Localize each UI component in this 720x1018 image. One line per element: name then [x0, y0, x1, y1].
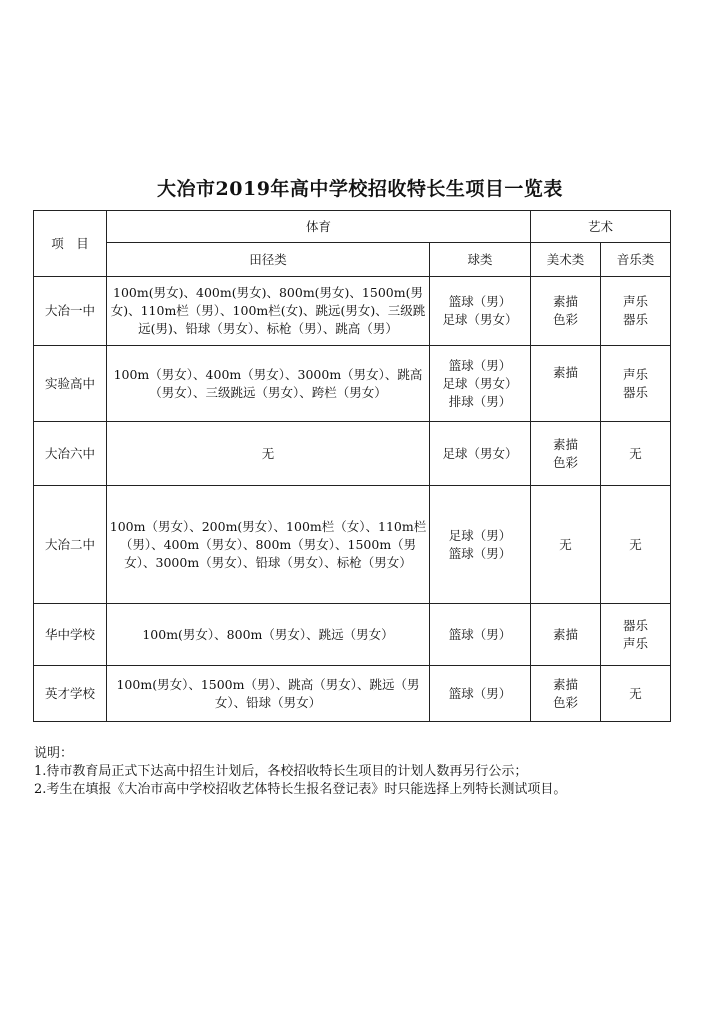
header-ball: 球类 [430, 243, 531, 277]
school-name: 大冶六中 [34, 422, 107, 486]
header-row-2 [34, 243, 671, 277]
ball-item: 篮球（男） [448, 626, 512, 642]
fineart-item: 素描 [553, 436, 579, 452]
track-events: 100m(男女)、400m(男女)、800m(男女)、1500m(男女)、110m栏（男）、100m栏(女)、跳远(男女)、三级跳远(男)、铅球（男女）、标枪（男）、跳高（男） [107, 277, 430, 346]
track-events: 100m(男女）、1500m（男）、跳高（男女）、跳远（男女）、铅球（男女） [107, 666, 430, 722]
music-events [601, 422, 671, 486]
header-track: 田径类 [107, 243, 430, 277]
table-row [34, 486, 671, 604]
track-events: 无 [107, 422, 430, 486]
page-title: 大冶市2019年高中学校招收特长生项目一览表 [157, 178, 563, 200]
music-events [601, 346, 671, 422]
school-name: 实验高中 [34, 346, 107, 422]
music-events [601, 486, 671, 604]
fineart-item: 色彩 [553, 312, 579, 327]
fineart-events [531, 604, 601, 666]
track-events: 100m（男女）、400m（男女）、3000m（男女）、跳高（男女）、三级跳远（男女）、跨栏（男女） [107, 346, 430, 422]
ball-events [430, 604, 531, 666]
music-events [601, 666, 671, 722]
fineart-item: 色彩 [553, 454, 579, 470]
ball-item: 篮球（男） [448, 545, 512, 561]
ball-events [430, 486, 531, 604]
header-project: 项 目 [34, 211, 107, 277]
music-item: 声乐 [623, 366, 649, 382]
fineart-item: 无 [559, 536, 572, 552]
music-item: 声乐 [623, 294, 649, 309]
table-row [34, 666, 671, 722]
music-events [601, 604, 671, 666]
note-item: 2.考生在填报《大冶市高中学校招收艺体特长生报名登记表》时只能选择上列特长测试项目。 [34, 782, 567, 797]
track-events: 100m（男女）、200m(男女）、100m栏（女）、110m栏（男）、400m（男女）、800m（男女）、1500m（男女）、3000m（男女）、铅球（男女）、标枪（男女） [107, 486, 430, 604]
music-item: 声乐 [623, 635, 649, 651]
school-name: 大冶二中 [34, 486, 107, 604]
music-item: 无 [629, 445, 642, 461]
note-item: 1.待市教育局正式下达高中招生计划后，各校招收特长生项目的计划人数再另行公示； [34, 764, 528, 779]
table-row [34, 604, 671, 666]
header-sports: 体育 [107, 211, 531, 243]
header-fineart: 美术类 [531, 243, 601, 277]
ball-item: 篮球（男） [448, 685, 512, 701]
ball-item: 足球（男） [448, 527, 512, 543]
specialty-table [33, 210, 671, 722]
fineart-item: 色彩 [553, 694, 579, 710]
music-item: 器乐 [623, 384, 649, 400]
music-events [601, 277, 671, 346]
fineart-item: 素描 [553, 294, 579, 309]
ball-item: 篮球（男） [448, 357, 512, 373]
ball-item: 足球（男女） [442, 375, 518, 391]
fineart-events [531, 277, 601, 346]
notes-heading: 说明： [34, 746, 74, 761]
table-row [34, 422, 671, 486]
school-name: 英才学校 [34, 666, 107, 722]
fineart-events [531, 486, 601, 604]
table-row [34, 346, 671, 422]
ball-events [430, 277, 531, 346]
ball-item: 排球（男） [448, 393, 512, 409]
fineart-item: 素描 [553, 676, 579, 692]
ball-item: 足球（男女） [442, 312, 518, 327]
fineart-events [531, 422, 601, 486]
header-arts: 艺术 [531, 211, 671, 243]
header-row-1 [34, 211, 671, 243]
music-item: 无 [629, 536, 642, 552]
header-music: 音乐类 [601, 243, 671, 277]
fineart-events [531, 666, 601, 722]
ball-item: 足球（男女） [442, 445, 518, 461]
school-name: 华中学校 [34, 604, 107, 666]
track-events: 100m(男女）、800m（男女）、跳远（男女） [107, 604, 430, 666]
fineart-item: 素描 [553, 365, 579, 380]
music-item: 器乐 [623, 617, 649, 633]
ball-item: 篮球（男） [448, 294, 512, 309]
music-item: 无 [629, 685, 642, 701]
school-name: 大冶一中 [34, 277, 107, 346]
ball-events [430, 666, 531, 722]
fineart-item: 素描 [553, 626, 579, 642]
fineart-events [531, 346, 601, 422]
table-row [34, 277, 671, 346]
notes-section [34, 745, 566, 799]
music-item: 器乐 [623, 312, 649, 327]
ball-events [430, 346, 531, 422]
ball-events [430, 422, 531, 486]
